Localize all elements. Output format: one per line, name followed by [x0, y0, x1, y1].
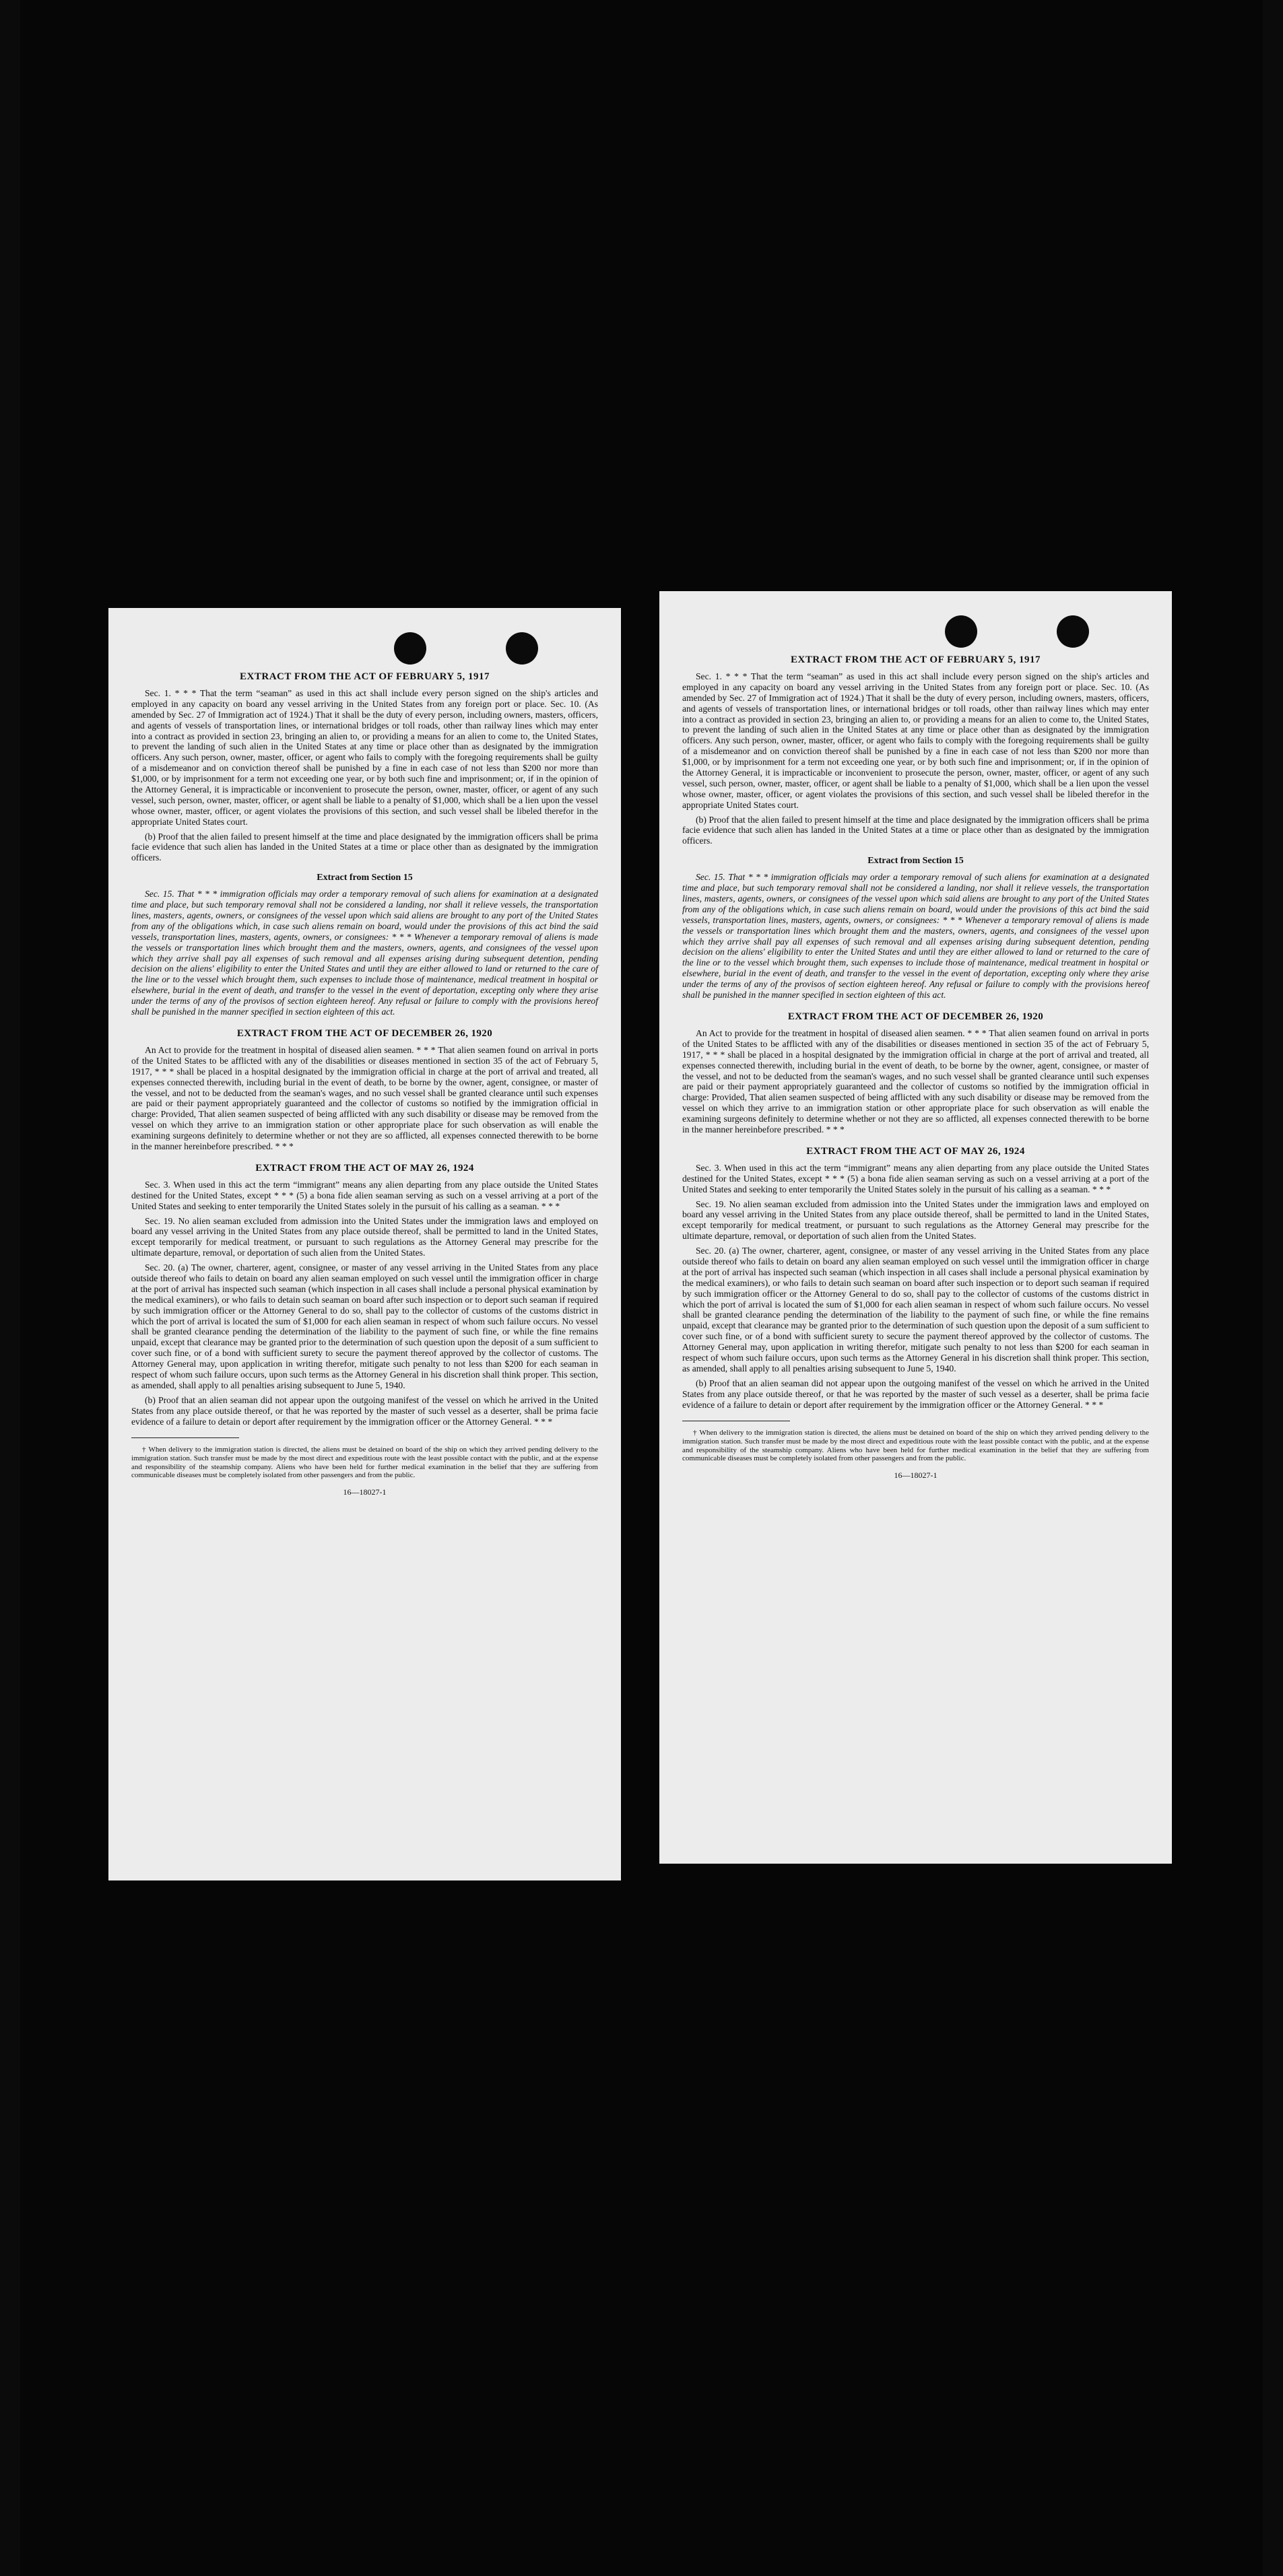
- page-number: 16—18027-1: [343, 1487, 387, 1497]
- act-1920-heading: EXTRACT FROM THE ACT OF DECEMBER 26, 1920: [236, 1027, 493, 1039]
- section-1-text: Sec. 1. * * * That the term “seaman” as used in this act shall include every person signed on the ship's articles and employed in any capacity on board any vessel arriving in the United States from any foreign port or place. Sec. 10. (As amended by Sec. 27 of Immigration act of 1924.) That it shall be the duty of every person, including owners, masters, officers, and agents of vessels of transportation lines, or international bridges or toll roads, other than railway lines which may enter into a contract as provided in section 23, bringing an alien to, or providing a means for an alien to come to, the United States, to prevent the landing of such alien in the United States at any time or place other than as designated by the immigration officers. Any such person, owner, master, officer, or agent who fails to comply with the foregoing requirements shall be guilty of a misdemeanor and on conviction thereof shall be punished by a fine in each case of not less than $200 nor more than $1,000, or by imprisonment for a term not exceeding one year, or by both such fine and imprisonment; or, if in the opinion of the Attorney General, it is impracticable or inconvenient to prosecute the person, owner, master, officer, or agent of any such vessel, such person, owner, master, officer, or agent shall be liable to a penalty of $1,000, which shall be a lien upon the vessel whose owner, master, officer, or agent violates the provisions of this section, and such vessel shall be libeled therefor in the appropriate United States court.: [682, 671, 1149, 810]
- document-page-right: [659, 591, 1172, 1864]
- act-1924-sec20: Sec. 20. (a) The owner, charterer, agent, consignee, or master of any vessel arriving in the United States from any place outside thereof who fails to detain on board any alien seaman employed on such vessel until the immigration officer in charge at the port of arrival has inspected such seaman (which inspection in all cases shall include a personal physical examination by the medical examiners), or who fails to detain such seaman on board after such inspection or to deport such seaman if required by such immigration officer or the Attorney General to do so, shall pay to the collector of customs of the customs district in which the port of arrival is located the sum of $1,000 for each alien seaman in respect of whom such failure occurs. No vessel shall be granted clearance pending the determination of the liability to the payment of such fine, or while the fine remains unpaid, except that clearance may be granted prior to the determination of such question upon the deposit of a sum sufficient to cover such fine, or of a bond with sufficient surety to secure the payment thereof approved by the collector of customs. The Attorney General may, upon application in writing therefor, mitigate such penalty to not less than $200 for each seaman in respect of whom such failure occurs, upon such terms as the Attorney General in his discretion shall think proper. This section, as amended, shall apply to all penalties arising subsequent to June 5, 1940.: [131, 1262, 598, 1390]
- punch-hole: [506, 632, 538, 665]
- act-1924-sec19: Sec. 19. No alien seaman excluded from admission into the United States under the immigration laws and employed on board any vessel arriving in the United States from any place outside thereof, shall be permitted to land in the United States, except temporarily for medical treatment, or pursuant to such regulations as the Attorney General may prescribe for the ultimate departure, removal, or deportation of such alien from the United States.: [682, 1198, 1149, 1242]
- section-1b-text: (b) Proof that the alien failed to present himself at the time and place designated by the immigration officers shall be prima facie evidence that such alien has landed in the United States at a time or place other than as designated by the immigration officers.: [682, 814, 1149, 846]
- act-1924-sec3: Sec. 3. When used in this act the term “immigrant” means any alien departing from any place outside the United States destined for the United States, except * * * (5) a bona fide alien seaman serving as such on a vessel arriving at a port of the United States and seeking to enter temporarily the United States solely in the pursuit of his calling as a seaman. * * *: [131, 1179, 598, 1211]
- footnote-rule: [131, 1437, 239, 1438]
- act-1924-sec20: Sec. 20. (a) The owner, charterer, agent, consignee, or master of any vessel arriving in the United States from any place outside thereof who fails to detain on board any alien seaman employed on such vessel until the immigration officer in charge at the port of arrival has inspected such seaman (which inspection in all cases shall include a personal physical examination by the medical examiners), or who fails to detain such seaman on board after such inspection or to deport such seaman if required by such immigration officer or the Attorney General to do so, shall pay to the collector of customs of the customs district in which the port of arrival is located the sum of $1,000 for each alien seaman in respect of whom such failure occurs. No vessel shall be granted clearance pending the determination of the liability to the payment of such fine, or while the fine remains unpaid, except that clearance may be granted prior to the determination of such question upon the deposit of a sum sufficient to cover such fine, or of a bond with sufficient surety to secure the payment thereof approved by the collector of customs. The Attorney General may, upon application in writing therefor, mitigate such penalty to not less than $200 for each seaman in respect of whom such failure occurs, upon such terms as the Attorney General in his discretion shall think proper. This section, as amended, shall apply to all penalties arising subsequent to June 5, 1940.: [682, 1246, 1149, 1374]
- section-15-text: Sec. 15. That * * * immigration officials may order a temporary removal of such aliens for examination at a designated time and place, but such temporary removal shall not be considered a landing, nor shall it relieve vessels, the transportation lines, masters, agents, owners, or consignees of the vessel upon which said aliens are brought to any port of the United States from any of the obligations which, in case such aliens remain on board, would under the provisions of this act bind the said vessels, transportation lines, masters, agents, owners, or consignees: * * * Whenever a temporary removal of aliens is made the vessels or transportation lines which brought them and the masters, owners, agents, and consignees of the vessel upon which they arrive shall pay all expenses of such removal and all expenses arising during subsequent detention, pending decision on the aliens' eligibility to enter the United States and until they are either allowed to land or returned to the care of the line or to the vessel which brought them, such expenses to include those of maintenance, medical treatment in hospital or elsewhere, burial in the event of death, and transfer to the vessel in the event of deportation, excepting only where they arise under the terms of any of the provisos of section eighteen hereof. Any refusal or failure to comply with the provisions hereof shall be punished in the manner specified in section eighteen of this act.: [131, 889, 598, 1017]
- document-title: EXTRACT FROM THE ACT OF FEBRUARY 5, 1917: [791, 654, 1041, 665]
- act-1924-sec19: Sec. 19. No alien seaman excluded from admission into the United States under the immigration laws and employed on board any vessel arriving in the United States from any place outside thereof, shall be permitted to land in the United States, except temporarily for medical treatment, or pursuant to such regulations as the Attorney General may prescribe for the ultimate departure, removal, or deportation of such alien from the United States.: [131, 1215, 598, 1258]
- punch-hole: [1057, 615, 1089, 648]
- punch-hole: [394, 632, 426, 665]
- act-1924-heading: EXTRACT FROM THE ACT OF MAY 26, 1924: [806, 1145, 1025, 1157]
- act-1920-text: An Act to provide for the treatment in hospital of diseased alien seamen. * * * That alien seamen found on arrival in ports of the United States to be afflicted with any of the disabilities or diseases mentioned in section 35 of the act of February 5, 1917, * * * shall be placed in a hospital designated by the immigration official in charge at the port of arrival and treated, all expenses connected therewith, including burial in the event of death, to be borne by the owner, agent, consignee, or master of the vessel, and not to be deducted from the seaman's wages, and no such vessel shall be granted clearance until such expenses are paid or their payment appropriately guaranteed and the collector of customs so notified by the immigration official in charge: Provided, That alien seamen suspected of being afflicted with any such disability or disease may be removed from the vessel on which they arrive to an immigration station or other appropriate place for such observation as will enable the examining surgeons definitely to determine whether or not they are so afflicted, all expenses connected therewith to be borne in the manner hereinbefore prescribed. * * *: [682, 1027, 1149, 1134]
- act-1924-sec20b: (b) Proof that an alien seaman did not appear upon the outgoing manifest of the vessel on which he arrived in the United States from any place outside thereof, or that he was reported by the master of such vessel as a deserter, shall be prima facie evidence of a failure to detain or deport after requirement by the immigration officer or the Attorney General. * * *: [682, 1378, 1149, 1410]
- section-15-heading: Extract from Section 15: [867, 856, 964, 867]
- section-1b-text: (b) Proof that the alien failed to present himself at the time and place designated by the immigration officers shall be prima facie evidence that such alien has landed in the United States at a time or place other than as designated by the immigration officers.: [131, 831, 598, 863]
- document-title: EXTRACT FROM THE ACT OF FEBRUARY 5, 1917: [240, 671, 490, 682]
- section-15-heading: Extract from Section 15: [317, 873, 413, 883]
- act-1920-text: An Act to provide for the treatment in hospital of diseased alien seamen. * * * That alien seamen found on arrival in ports of the United States to be afflicted with any of the disabilities or diseases mentioned in section 35 of the act of February 5, 1917, * * * shall be placed in a hospital designated by the immigration official in charge at the port of arrival and treated, all expenses connected therewith, including burial in the event of death, to be borne by the owner, agent, consignee, or master of the vessel, and not to be deducted from the seaman's wages, and no such vessel shall be granted clearance until such expenses are paid or their payment appropriately guaranteed and the collector of customs so notified by the immigration official in charge: Provided, That alien seamen suspected of being afflicted with any such disability or disease may be removed from the vessel on which they arrive to an immigration station or other appropriate place for such observation as will enable the examining surgeons definitely to determine whether or not they are so afflicted, all expenses connected therewith to be borne in the manner hereinbefore prescribed. * * *: [131, 1044, 598, 1151]
- act-1924-sec3: Sec. 3. When used in this act the term “immigrant” means any alien departing from any place outside the United States destined for the United States, except * * * (5) a bona fide alien seaman serving as such on a vessel arriving at a port of the United States and seeking to enter temporarily the United States solely in the pursuit of his calling as a seaman. * * *: [682, 1162, 1149, 1194]
- act-1924-heading: EXTRACT FROM THE ACT OF MAY 26, 1924: [255, 1162, 474, 1174]
- punch-hole: [945, 615, 977, 648]
- footnote: † When delivery to the immigration station is directed, the aliens must be detained on board of the ship on which they arrived pending delivery to the immigration station. Such transfer must be made by the most direct and expeditious route with the least possible contact with the public, and at the expense and responsibility of the steamship company. Aliens who have been held for further medical examination in the belief that they are suffering from communicable diseases must be completely isolated from other passengers and from the public.: [682, 1429, 1149, 1463]
- act-1920-heading: EXTRACT FROM THE ACT OF DECEMBER 26, 1920: [787, 1011, 1044, 1022]
- document-page-left: [108, 608, 621, 1880]
- section-1-text: Sec. 1. * * * That the term “seaman” as used in this act shall include every person signed on the ship's articles and employed in any capacity on board any vessel arriving in the United States from any foreign port or place. Sec. 10. (As amended by Sec. 27 of Immigration act of 1924.) That it shall be the duty of every person, including owners, masters, officers, and agents of vessels of transportation lines, or international bridges or toll roads, other than railway lines which may enter into a contract as provided in section 23, bringing an alien to, or providing a means for an alien to come to, the United States, to prevent the landing of such alien in the United States at any time or place other than as designated by the immigration officers. Any such person, owner, master, officer, or agent who fails to comply with the foregoing requirements shall be guilty of a misdemeanor and on conviction thereof shall be punished by a fine in each case of not less than $200 nor more than $1,000, or by imprisonment for a term not exceeding one year, or by both such fine and imprisonment; or, if in the opinion of the Attorney General, it is impracticable or inconvenient to prosecute the person, owner, master, officer, or agent of any such vessel, such person, owner, master, officer, or agent shall be liable to a penalty of $1,000, which shall be a lien upon the vessel whose owner, master, officer, or agent violates the provisions of this section, and such vessel shall be libeled therefor in the appropriate United States court.: [131, 688, 598, 827]
- act-1924-sec20b: (b) Proof that an alien seaman did not appear upon the outgoing manifest of the vessel on which he arrived in the United States from any place outside thereof, or that he was reported by the master of such vessel as a deserter, shall be prima facie evidence of a failure to detain or deport after requirement by the immigration officer or the Attorney General. * * *: [131, 1394, 598, 1427]
- section-15-text: Sec. 15. That * * * immigration officials may order a temporary removal of such aliens for examination at a designated time and place, but such temporary removal shall not be considered a landing, nor shall it relieve vessels, the transportation lines, masters, agents, owners, or consignees of the vessel upon which said aliens are brought to any port of the United States from any of the obligations which, in case such aliens remain on board, would under the provisions of this act bind the said vessels, transportation lines, masters, agents, owners, or consignees: * * * Whenever a temporary removal of aliens is made the vessels or transportation lines which brought them and the masters, owners, agents, and consignees of the vessel upon which they arrive shall pay all expenses of such removal and all expenses arising during subsequent detention, pending decision on the aliens' eligibility to enter the United States and until they are either allowed to land or returned to the care of the line or to the vessel which brought them, such expenses to include those of maintenance, medical treatment in hospital or elsewhere, burial in the event of death, and transfer to the vessel in the event of deportation, excepting only where they arise under the terms of any of the provisos of section eighteen hereof. Any refusal or failure to comply with the provisions hereof shall be punished in the manner specified in section eighteen of this act.: [682, 872, 1149, 1001]
- page-number: 16—18027-1: [894, 1470, 937, 1480]
- footnote: † When delivery to the immigration station is directed, the aliens must be detained on board of the ship on which they arrived pending delivery to the immigration station. Such transfer must be made by the most direct and expeditious route with the least possible contact with the public, and at the expense and responsibility of the steamship company. Aliens who have been held for further medical examination in the belief that they are suffering from communicable diseases must be completely isolated from other passengers and from the public.: [131, 1446, 598, 1480]
